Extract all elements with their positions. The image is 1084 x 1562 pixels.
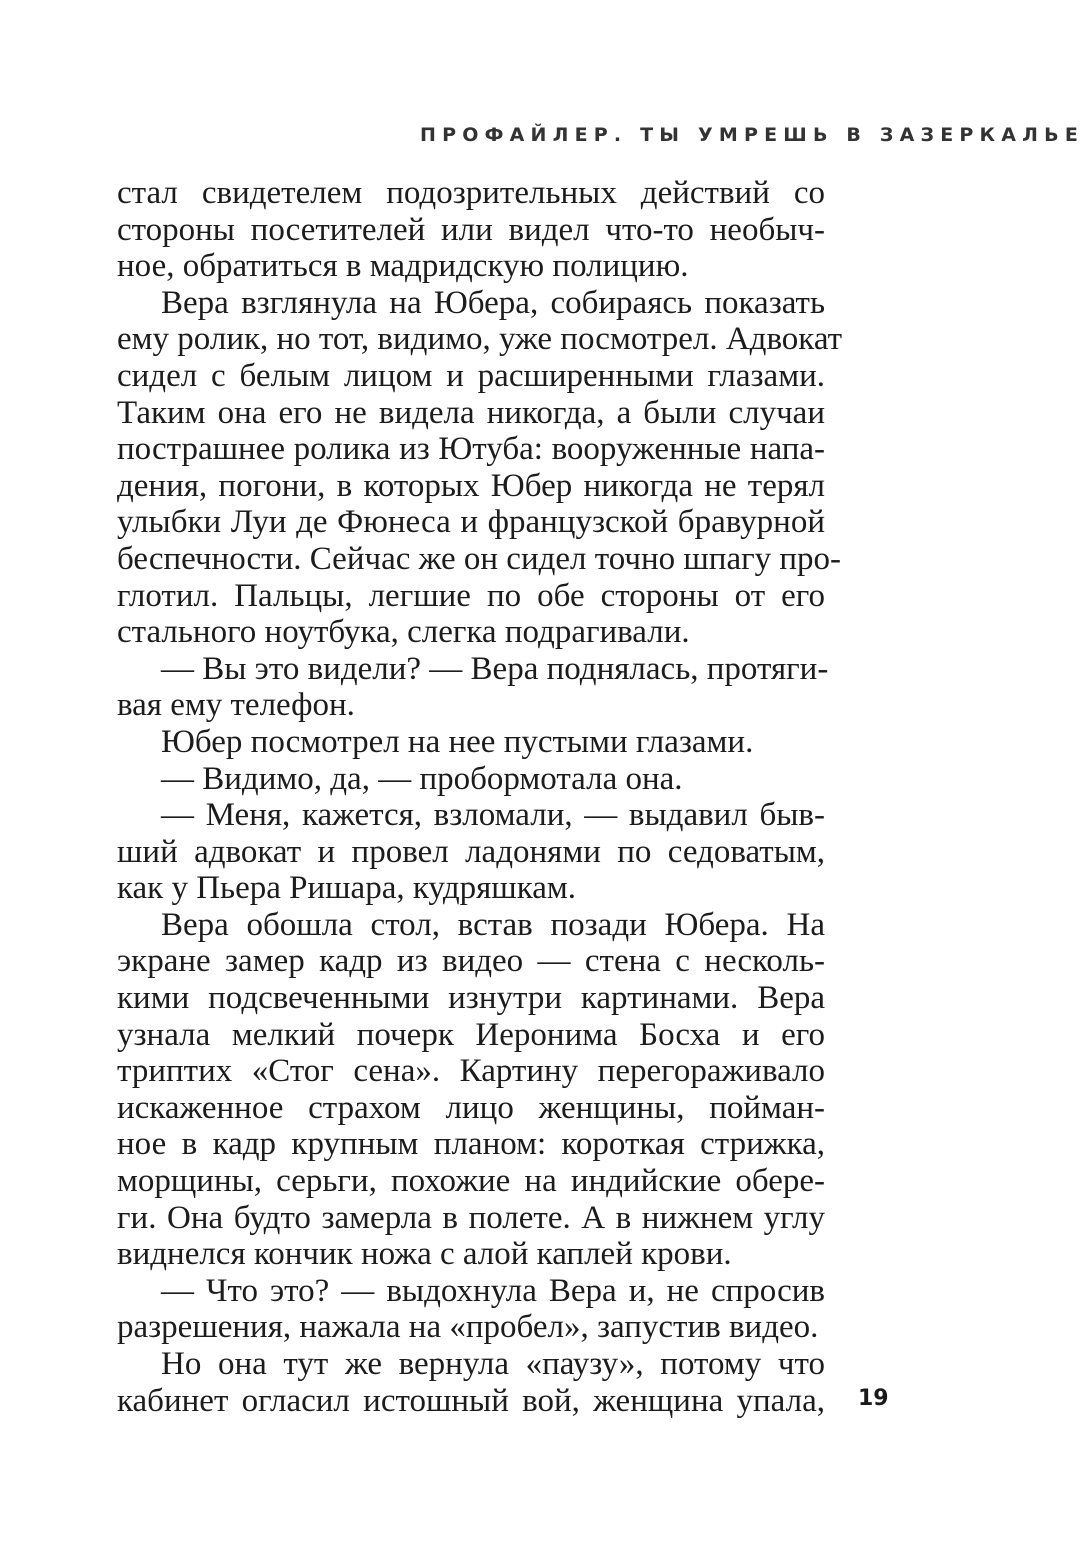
text-line: вая ему телефон. (117, 687, 355, 724)
text-line: как у Пьера Ришара, кудряшкам. (117, 870, 577, 907)
text-line: беспечности. Сейчас же он сидел точно шпагу про- (117, 540, 842, 577)
page-number: 19 (858, 1386, 889, 1411)
text-line: стального ноутбука, слегка подрагивали. (117, 614, 690, 651)
text-line: ное в кадр крупным планом: короткая стрижка, (117, 1126, 825, 1163)
text-line: — Меня, кажется, взломали, — выдавил быв- (161, 797, 825, 834)
text-line: дения, погони, в которых Юбер никогда не терял (117, 467, 825, 504)
text-line: Вера обошла стол, встав позади Юбера. На (161, 906, 825, 943)
text-line: — Видимо, да, — пробормотала она. (161, 760, 683, 797)
running-head-title: ПРОФАЙЛЕР. ТЫ УМРЕШЬ В ЗАЗЕРКАЛЬЕ (420, 124, 1084, 146)
text-line: Вера взглянула на Юбера, собираясь показать (161, 284, 825, 321)
text-line: пострашнее ролика из Ютуба: вооруженные напа- (117, 431, 825, 468)
text-line: ное, обратиться в мадридскую полицию. (117, 248, 689, 285)
text-line: стороны посетителей или видел что-то необыч- (117, 211, 825, 248)
text-line: — Что это? — выдохнула Вера и, не спросив (161, 1272, 825, 1309)
text-line: виднелся кончик ножа с алой каплей крови. (117, 1236, 732, 1273)
text-line: Но она тут же вернула «паузу», потому что (161, 1346, 825, 1382)
text-line: ги. Она будто замерла в полете. А в нижнем углу (117, 1199, 825, 1236)
text-line: триптих «Стог сена». Картину перегораживало (117, 1053, 825, 1090)
text-line: — Вы это видели? — Вера поднялась, протяги- (161, 650, 829, 687)
text-line: разрешения, нажала на «пробел», запустив видео. (117, 1309, 819, 1346)
text-line: сидел с белым лицом и расширенными глазами. (117, 357, 825, 394)
text-line: искаженное страхом лицо женщины, пойман- (117, 1089, 825, 1126)
text-line: экране замер кадр из видео — стена с несколь- (117, 943, 825, 980)
text-line: кими подсвеченными изнутри картинами. Вера (117, 980, 825, 1017)
text-line: Таким она его не видела никогда, а были случаи (117, 394, 825, 431)
text-line: улыбки Луи де Фюнеса и французской бравурной (117, 504, 825, 541)
body-text (117, 175, 843, 1419)
text-line: стал свидетелем подозрительных действий со (117, 175, 825, 211)
text-line: узнала мелкий почерк Иеронима Босха и его (117, 1016, 825, 1053)
text-line: кабинет огласил истошный вой, женщина упала, (117, 1382, 825, 1419)
text-line: Юбер посмотрел на нее пустыми глазами. (161, 723, 754, 760)
text-line: ший адвокат и провел ладонями по седоватым, (117, 833, 825, 870)
text-line: ему ролик, но тот, видимо, уже посмотрел. Адвокат (117, 321, 843, 358)
text-line: морщины, серьги, похожие на индийские обере- (117, 1163, 825, 1200)
text-line: глотил. Пальцы, легшие по обе стороны от его (117, 577, 825, 614)
